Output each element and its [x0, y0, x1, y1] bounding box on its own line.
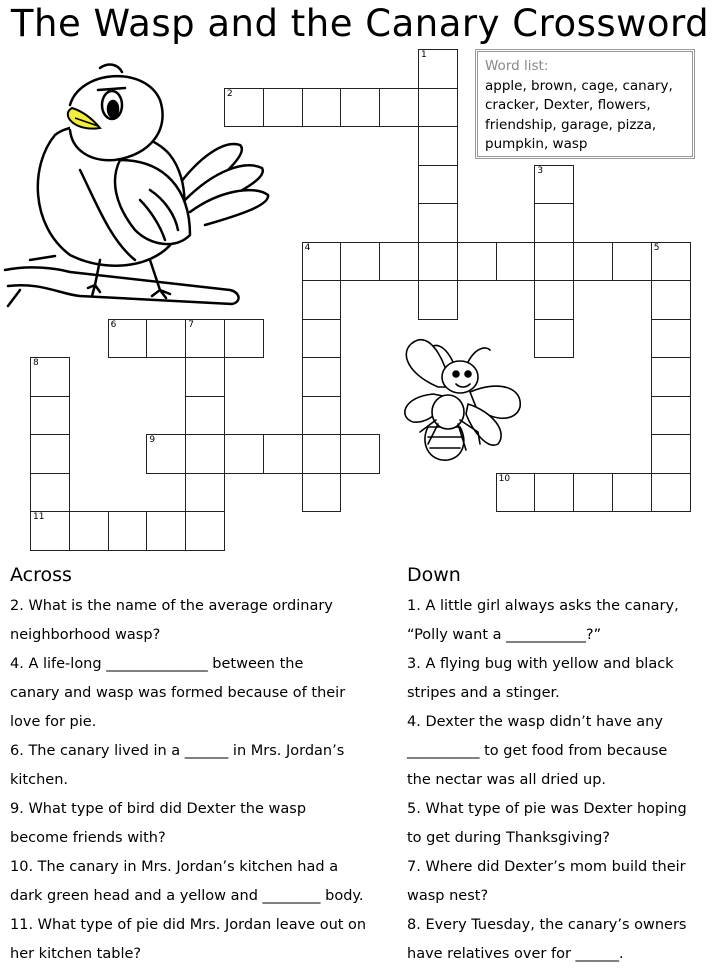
grid-cell[interactable] — [418, 165, 458, 205]
grid-cell[interactable] — [534, 203, 574, 243]
clue-across-4 — [10, 650, 395, 737]
clue-down-8 — [407, 911, 712, 969]
clue-number: 1 — [421, 50, 427, 60]
grid-cell[interactable] — [651, 473, 691, 513]
clue-number: 11 — [33, 512, 45, 522]
clue-line: “Polly want a ___________?” — [407, 627, 602, 643]
clue-line: the nectar was all dried up. — [407, 772, 607, 788]
clue-line: 7. Where did Dexter’s mom build their — [407, 859, 686, 875]
grid-cell[interactable] — [379, 242, 419, 282]
clue-line: her kitchen table? — [10, 946, 142, 962]
clue-line: __________ to get food from because — [407, 743, 668, 759]
clue-line: 8. Every Tuesday, the canary’s owners — [407, 917, 687, 933]
clue-line: dark green head and a yellow and ________ body. — [10, 888, 364, 904]
grid-cell[interactable] — [612, 242, 652, 282]
clue-line: 6. The canary lived in a ______ in Mrs. Jordan’s — [10, 743, 345, 759]
clue-line: wasp nest? — [407, 888, 489, 904]
grid-cell[interactable] — [185, 511, 225, 551]
grid-cell[interactable] — [263, 434, 303, 474]
grid-cell[interactable] — [108, 511, 148, 551]
word-list-line: cracker, Dexter, flowers, — [485, 97, 651, 113]
grid-cell[interactable] — [185, 473, 225, 513]
clue-number: 3 — [537, 165, 544, 176]
grid-cell[interactable] — [224, 88, 264, 128]
grid-cell[interactable] — [146, 511, 186, 551]
grid-cell[interactable] — [30, 511, 70, 551]
grid-cell[interactable] — [651, 319, 691, 359]
grid-cell[interactable] — [418, 242, 458, 282]
grid-cell[interactable] — [340, 242, 380, 282]
clue-down-1 — [407, 592, 712, 650]
grid-cell[interactable] — [457, 242, 497, 282]
grid-cell[interactable] — [418, 88, 458, 128]
clue-number: 5 — [653, 242, 660, 253]
grid-cell[interactable] — [573, 473, 613, 513]
clue-down-3 — [407, 650, 712, 708]
grid-cell[interactable] — [185, 357, 225, 397]
clue-number: 6 — [110, 319, 117, 330]
clue-down-5 — [407, 795, 712, 853]
clue-across-10 — [10, 853, 395, 911]
grid-cell[interactable] — [69, 511, 109, 551]
grid-cell[interactable] — [418, 203, 458, 243]
clue-line: 3. A flying bug with yellow and black — [407, 656, 674, 672]
grid-cell[interactable] — [302, 357, 342, 397]
grid-cell[interactable] — [612, 473, 652, 513]
clue-line: 9. What type of bird did Dexter the wasp — [10, 801, 307, 817]
grid-cell[interactable] — [418, 49, 458, 89]
grid-cell[interactable] — [302, 242, 342, 282]
grid-cell[interactable] — [30, 396, 70, 436]
grid-cell[interactable] — [30, 357, 70, 397]
grid-cell[interactable] — [302, 434, 342, 474]
grid-cell[interactable] — [534, 280, 574, 320]
grid-cell[interactable] — [573, 242, 613, 282]
grid-cell[interactable] — [302, 396, 342, 436]
clue-across-2 — [10, 592, 395, 650]
clue-line: 4. A life-long ______________ between the — [10, 656, 304, 672]
clue-line: 2. What is the name of the average ordinary — [10, 598, 333, 614]
word-list-heading: Word list: — [485, 58, 549, 74]
clue-line: have relatives over for ______. — [407, 946, 624, 962]
grid-cell[interactable] — [185, 434, 225, 474]
word-list-line: pumpkin, wasp — [485, 136, 588, 152]
clue-line: kitchen. — [10, 772, 68, 788]
word-list-line: friendship, garage, pizza, — [485, 116, 657, 133]
grid-cell[interactable] — [534, 319, 574, 359]
grid-cell[interactable] — [418, 280, 458, 320]
clue-line: 10. The canary in Mrs. Jordan’s kitchen had a — [10, 859, 339, 875]
clue-down-7 — [407, 853, 712, 911]
grid-cell[interactable] — [185, 319, 225, 359]
clue-line: canary and wasp was formed because of their — [10, 685, 346, 701]
grid-cell[interactable] — [30, 473, 70, 513]
grid-cell[interactable] — [30, 434, 70, 474]
grid-cell[interactable] — [302, 319, 342, 359]
across-clues — [10, 562, 395, 969]
clue-line: 5. What type of pie was Dexter hoping — [407, 801, 687, 817]
grid-cell[interactable] — [302, 280, 342, 320]
clue-line: become friends with? — [10, 830, 166, 846]
down-clues — [407, 562, 712, 969]
clue-line: 1. A little girl always asks the canary, — [407, 598, 679, 614]
grid-cell[interactable] — [651, 434, 691, 474]
clue-number: 7 — [188, 319, 194, 330]
clue-number: 10 — [498, 473, 511, 484]
grid-cell[interactable] — [340, 88, 380, 128]
clue-across-9 — [10, 795, 395, 853]
grid-cell[interactable] — [146, 319, 186, 359]
grid-cell[interactable] — [224, 319, 264, 359]
clue-number: 4 — [304, 242, 311, 253]
across-heading: Across — [10, 564, 72, 586]
grid-cell[interactable] — [534, 473, 574, 513]
grid-cell[interactable] — [146, 434, 186, 474]
grid-cell[interactable] — [651, 396, 691, 436]
clue-line: 11. What type of pie did Mrs. Jordan leave out on — [10, 917, 367, 933]
grid-cell[interactable] — [534, 165, 574, 205]
grid-cell[interactable] — [302, 473, 342, 513]
clue-number: 8 — [33, 358, 39, 368]
clue-line: 4. Dexter the wasp didn’t have any — [407, 714, 663, 730]
grid-cell[interactable] — [108, 319, 148, 359]
clue-line: stripes and a stinger. — [407, 685, 560, 701]
clue-line: neighborhood wasp? — [10, 627, 161, 643]
grid-cell[interactable] — [496, 242, 536, 282]
clue-number: 2 — [227, 88, 233, 99]
word-list-line: apple, brown, cage, canary, — [485, 77, 673, 94]
down-heading: Down — [407, 564, 461, 586]
grid-cell[interactable] — [379, 88, 419, 128]
grid-cell[interactable] — [651, 357, 691, 397]
page-title: The Wasp and the Canary Crossword — [10, 2, 710, 45]
grid-cell[interactable] — [185, 396, 225, 436]
clue-number: 9 — [149, 435, 156, 445]
grid-cell[interactable] — [263, 88, 303, 128]
grid-cell[interactable] — [302, 88, 342, 128]
grid-cell[interactable] — [651, 242, 691, 282]
grid-cell[interactable] — [534, 242, 574, 282]
clue-down-4 — [407, 708, 712, 795]
clue-line: love for pie. — [10, 714, 97, 730]
clue-line: to get during Thanksgiving? — [407, 830, 610, 846]
clue-across-6 — [10, 737, 395, 795]
grid-cell[interactable] — [224, 434, 264, 474]
grid-cell[interactable] — [651, 280, 691, 320]
grid-cell[interactable] — [418, 126, 458, 166]
grid-cell[interactable] — [496, 473, 536, 513]
word-list-box — [475, 49, 695, 159]
grid-cell[interactable] — [340, 434, 380, 474]
clue-across-11 — [10, 911, 395, 969]
